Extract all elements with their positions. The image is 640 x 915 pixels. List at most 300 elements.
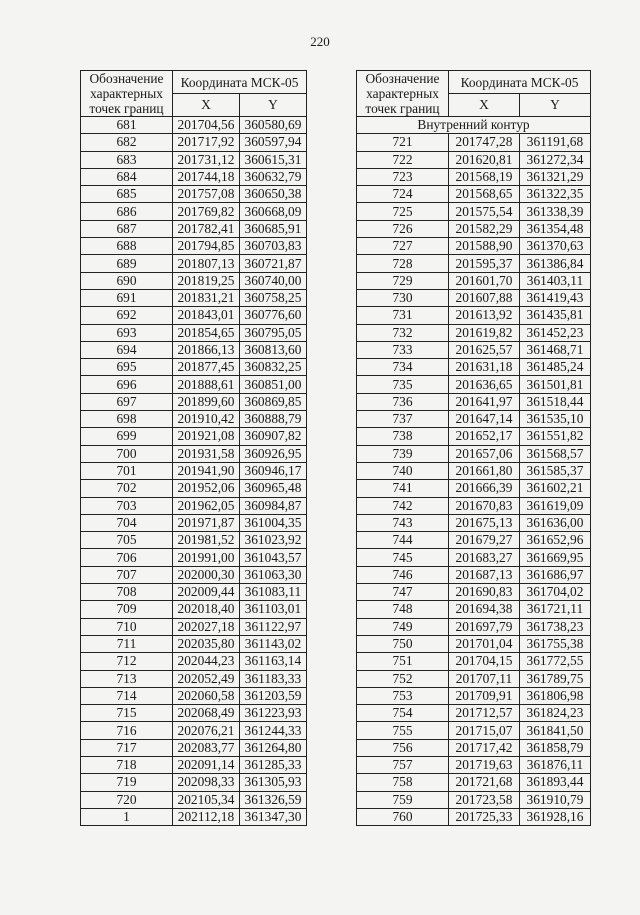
table-row: [357, 220, 591, 237]
point-number: 734: [357, 359, 449, 376]
y-value: 360888,79: [240, 411, 307, 428]
coordinate-header: Координата МСК-05: [449, 71, 591, 94]
table-row: [81, 774, 307, 791]
y-value: 361103,01: [240, 601, 307, 618]
y-value: 361568,57: [520, 445, 591, 462]
table-row: [357, 186, 591, 203]
table-row: [81, 497, 307, 514]
x-value: 201807,13: [173, 255, 240, 272]
point-number: 750: [357, 635, 449, 652]
point-number: 723: [357, 168, 449, 185]
x-value: 201747,28: [449, 134, 520, 151]
y-value: 361772,55: [520, 653, 591, 670]
y-value: 361452,23: [520, 324, 591, 341]
x-value: 202052,49: [173, 670, 240, 687]
y-value: 361669,95: [520, 549, 591, 566]
point-number: 751: [357, 653, 449, 670]
x-value: 201717,42: [449, 739, 520, 756]
point-number: 709: [81, 601, 173, 618]
y-value: 360832,25: [240, 359, 307, 376]
point-number: 746: [357, 566, 449, 583]
y-value: 361435,81: [520, 307, 591, 324]
x-value: 201625,57: [449, 341, 520, 358]
x-value: 201670,83: [449, 497, 520, 514]
y-header: Y: [520, 94, 591, 117]
x-value: 201819,25: [173, 272, 240, 289]
table-body: [81, 117, 307, 826]
point-number: 683: [81, 151, 173, 168]
point-number: 710: [81, 618, 173, 635]
y-value: 360776,60: [240, 307, 307, 324]
x-value: 202112,18: [173, 808, 240, 825]
y-value: 361841,50: [520, 722, 591, 739]
table-row: [357, 462, 591, 479]
x-value: 202076,21: [173, 722, 240, 739]
x-value: 201921,08: [173, 428, 240, 445]
y-value: 360650,38: [240, 186, 307, 203]
point-number: 752: [357, 670, 449, 687]
table-row: [357, 272, 591, 289]
point-number: 694: [81, 341, 173, 358]
x-value: 202035,80: [173, 635, 240, 652]
y-value: 361518,44: [520, 393, 591, 410]
x-value: 201941,90: [173, 462, 240, 479]
x-value: 201725,33: [449, 808, 520, 825]
point-number: 759: [357, 791, 449, 808]
table-row: [81, 514, 307, 531]
y-value: 361619,09: [520, 497, 591, 514]
point-number: 688: [81, 238, 173, 255]
point-number: 722: [357, 151, 449, 168]
point-number: 686: [81, 203, 173, 220]
point-number: 724: [357, 186, 449, 203]
y-value: 361122,97: [240, 618, 307, 635]
point-number: 730: [357, 289, 449, 306]
x-value: 201731,12: [173, 151, 240, 168]
point-number: 756: [357, 739, 449, 756]
table-row: [81, 584, 307, 601]
y-value: 360795,05: [240, 324, 307, 341]
point-number: 720: [81, 791, 173, 808]
table-row: [81, 117, 307, 134]
y-value: 360907,82: [240, 428, 307, 445]
table-row: [357, 722, 591, 739]
point-number: 716: [81, 722, 173, 739]
y-value: 361652,96: [520, 532, 591, 549]
y-value: 361686,97: [520, 566, 591, 583]
y-value: 361806,98: [520, 687, 591, 704]
point-number: 690: [81, 272, 173, 289]
y-value: 361419,43: [520, 289, 591, 306]
table-row: [357, 584, 591, 601]
y-value: 361063,30: [240, 566, 307, 583]
x-value: 202083,77: [173, 739, 240, 756]
table-row: [357, 134, 591, 151]
point-number: 749: [357, 618, 449, 635]
x-value: 201712,57: [449, 705, 520, 722]
table-row: [357, 324, 591, 341]
table-row: [81, 376, 307, 393]
table-row: [81, 635, 307, 652]
x-value: 201619,82: [449, 324, 520, 341]
table-row: [81, 134, 307, 151]
point-number: 719: [81, 774, 173, 791]
point-label-header: Обозначение характерных точек границ: [357, 71, 449, 117]
y-value: 360984,87: [240, 497, 307, 514]
table-row: [357, 445, 591, 462]
table-row: [81, 168, 307, 185]
table-row: [357, 739, 591, 756]
point-number: 731: [357, 307, 449, 324]
y-header: Y: [240, 94, 307, 117]
y-value: 360632,79: [240, 168, 307, 185]
table-row: [357, 168, 591, 185]
table-row: [81, 411, 307, 428]
y-value: 361004,35: [240, 514, 307, 531]
table-row: [81, 186, 307, 203]
y-value: 361721,11: [520, 601, 591, 618]
y-value: 360740,00: [240, 272, 307, 289]
x-value: 201719,63: [449, 756, 520, 773]
x-value: 202009,44: [173, 584, 240, 601]
y-value: 361305,93: [240, 774, 307, 791]
y-value: 360851,00: [240, 376, 307, 393]
point-label-header: Обозначение характерных точек границ: [81, 71, 173, 117]
point-number: 758: [357, 774, 449, 791]
x-value: 201613,92: [449, 307, 520, 324]
x-value: 201769,82: [173, 203, 240, 220]
point-number: 757: [357, 756, 449, 773]
table-row: [81, 618, 307, 635]
table-body: [357, 117, 591, 826]
y-value: 361501,81: [520, 376, 591, 393]
y-value: 361824,23: [520, 705, 591, 722]
point-number: 1: [81, 808, 173, 825]
y-value: 361485,24: [520, 359, 591, 376]
x-value: 201683,27: [449, 549, 520, 566]
table-row: [81, 601, 307, 618]
table-row: [357, 601, 591, 618]
y-value: 361183,33: [240, 670, 307, 687]
point-number: 745: [357, 549, 449, 566]
x-value: 201588,90: [449, 238, 520, 255]
x-value: 201657,06: [449, 445, 520, 462]
point-number: 696: [81, 376, 173, 393]
y-value: 361203,59: [240, 687, 307, 704]
table-row: [81, 687, 307, 704]
point-number: 700: [81, 445, 173, 462]
y-value: 361535,10: [520, 411, 591, 428]
table-row: [357, 532, 591, 549]
table-row: [81, 307, 307, 324]
point-number: 717: [81, 739, 173, 756]
point-number: 685: [81, 186, 173, 203]
point-number: 714: [81, 687, 173, 704]
table-row: [81, 272, 307, 289]
table-row: [81, 220, 307, 237]
point-number: 736: [357, 393, 449, 410]
table-row: [357, 151, 591, 168]
table-row: [357, 255, 591, 272]
point-number: 704: [81, 514, 173, 531]
x-value: 202060,58: [173, 687, 240, 704]
x-value: 202000,30: [173, 566, 240, 583]
point-number: 744: [357, 532, 449, 549]
y-value: 360721,87: [240, 255, 307, 272]
x-value: 201679,27: [449, 532, 520, 549]
y-value: 360615,31: [240, 151, 307, 168]
y-value: 361910,79: [520, 791, 591, 808]
x-value: 201620,81: [449, 151, 520, 168]
table-row: [81, 324, 307, 341]
table-row: [81, 289, 307, 306]
y-value: 361468,71: [520, 341, 591, 358]
table-row: [357, 238, 591, 255]
x-value: 201991,00: [173, 549, 240, 566]
y-value: 361858,79: [520, 739, 591, 756]
x-value: 201675,13: [449, 514, 520, 531]
point-number: 705: [81, 532, 173, 549]
point-number: 760: [357, 808, 449, 825]
table-row: [357, 497, 591, 514]
y-value: 361326,59: [240, 791, 307, 808]
y-value: 360926,95: [240, 445, 307, 462]
x-value: 201899,60: [173, 393, 240, 410]
x-value: 201782,41: [173, 220, 240, 237]
x-value: 201707,11: [449, 670, 520, 687]
x-value: 201744,18: [173, 168, 240, 185]
table-row: [81, 791, 307, 808]
x-value: 202068,49: [173, 705, 240, 722]
table-row: [357, 341, 591, 358]
y-value: 360597,94: [240, 134, 307, 151]
point-number: 684: [81, 168, 173, 185]
point-number: 748: [357, 601, 449, 618]
y-value: 360869,85: [240, 393, 307, 410]
table-row: [357, 653, 591, 670]
x-value: 201877,45: [173, 359, 240, 376]
point-number: 697: [81, 393, 173, 410]
x-header: X: [449, 94, 520, 117]
y-value: 361893,44: [520, 774, 591, 791]
point-number: 713: [81, 670, 173, 687]
point-number: 755: [357, 722, 449, 739]
x-value: 201647,14: [449, 411, 520, 428]
table-row: [81, 393, 307, 410]
y-value: 360685,91: [240, 220, 307, 237]
y-value: 360946,17: [240, 462, 307, 479]
point-number: 691: [81, 289, 173, 306]
point-number: 706: [81, 549, 173, 566]
point-number: 707: [81, 566, 173, 583]
point-number: 747: [357, 584, 449, 601]
table-row: [357, 618, 591, 635]
table-row: [357, 705, 591, 722]
point-number: 743: [357, 514, 449, 531]
x-value: 201952,06: [173, 480, 240, 497]
x-value: 201715,07: [449, 722, 520, 739]
y-value: 361272,34: [520, 151, 591, 168]
table-row: [357, 687, 591, 704]
point-number: 712: [81, 653, 173, 670]
table-row: [357, 428, 591, 445]
y-value: 361755,38: [520, 635, 591, 652]
table-row: [357, 566, 591, 583]
x-value: 201981,52: [173, 532, 240, 549]
table-row: [357, 480, 591, 497]
table-row: [81, 203, 307, 220]
y-value: 361738,23: [520, 618, 591, 635]
point-number: 732: [357, 324, 449, 341]
table-row: [81, 705, 307, 722]
point-number: 718: [81, 756, 173, 773]
x-value: 201568,19: [449, 168, 520, 185]
y-value: 361354,48: [520, 220, 591, 237]
x-value: 201661,80: [449, 462, 520, 479]
point-number: 695: [81, 359, 173, 376]
point-number: 739: [357, 445, 449, 462]
y-value: 361223,93: [240, 705, 307, 722]
table-row: [357, 514, 591, 531]
y-value: 361551,82: [520, 428, 591, 445]
x-value: 201601,70: [449, 272, 520, 289]
x-value: 201831,21: [173, 289, 240, 306]
table-row: [357, 756, 591, 773]
x-value: 201641,97: [449, 393, 520, 410]
point-number: 727: [357, 238, 449, 255]
section-title: Внутренний контур: [357, 117, 591, 134]
x-value: 201652,17: [449, 428, 520, 445]
point-number: 687: [81, 220, 173, 237]
x-value: 201721,68: [449, 774, 520, 791]
point-number: 733: [357, 341, 449, 358]
y-value: 360668,09: [240, 203, 307, 220]
y-value: 361083,11: [240, 584, 307, 601]
y-value: 361043,57: [240, 549, 307, 566]
x-value: 201582,29: [449, 220, 520, 237]
point-number: 715: [81, 705, 173, 722]
table-row: [81, 480, 307, 497]
x-value: 201704,15: [449, 653, 520, 670]
y-value: 361789,75: [520, 670, 591, 687]
y-value: 361322,35: [520, 186, 591, 203]
point-number: 681: [81, 117, 173, 134]
y-value: 361928,16: [520, 808, 591, 825]
x-value: 201717,92: [173, 134, 240, 151]
y-value: 361321,29: [520, 168, 591, 185]
point-number: 708: [81, 584, 173, 601]
x-value: 201794,85: [173, 238, 240, 255]
table-row: [81, 756, 307, 773]
table-row: [81, 359, 307, 376]
table-row: [357, 635, 591, 652]
x-value: 201709,91: [449, 687, 520, 704]
point-number: 754: [357, 705, 449, 722]
x-value: 201697,79: [449, 618, 520, 635]
table-row: [81, 566, 307, 583]
y-value: 361163,14: [240, 653, 307, 670]
y-value: 360703,83: [240, 238, 307, 255]
y-value: 361704,02: [520, 584, 591, 601]
x-value: 202105,34: [173, 791, 240, 808]
x-value: 201854,65: [173, 324, 240, 341]
y-value: 361602,21: [520, 480, 591, 497]
table-row: [81, 462, 307, 479]
table-row: [357, 774, 591, 791]
x-value: 202027,18: [173, 618, 240, 635]
y-value: 361143,02: [240, 635, 307, 652]
x-value: 201910,42: [173, 411, 240, 428]
coordinates-table-left: [80, 70, 307, 826]
y-value: 361370,63: [520, 238, 591, 255]
point-number: 729: [357, 272, 449, 289]
y-value: 361338,39: [520, 203, 591, 220]
table-row: [357, 376, 591, 393]
x-value: 201595,37: [449, 255, 520, 272]
point-number: 738: [357, 428, 449, 445]
table-row: [81, 341, 307, 358]
point-number: 740: [357, 462, 449, 479]
x-header: X: [173, 94, 240, 117]
x-value: 201607,88: [449, 289, 520, 306]
table-row: [357, 393, 591, 410]
section-title-row: [357, 117, 591, 134]
y-value: 361636,00: [520, 514, 591, 531]
point-number: 699: [81, 428, 173, 445]
y-value: 361403,11: [520, 272, 591, 289]
coordinate-header: Координата МСК-05: [173, 71, 307, 94]
x-value: 202091,14: [173, 756, 240, 773]
table-row: [357, 307, 591, 324]
x-value: 201687,13: [449, 566, 520, 583]
table-row: [357, 670, 591, 687]
point-number: 726: [357, 220, 449, 237]
table-row: [357, 808, 591, 825]
y-value: 361191,68: [520, 134, 591, 151]
x-value: 201971,87: [173, 514, 240, 531]
table-row: [81, 808, 307, 825]
point-number: 693: [81, 324, 173, 341]
table-row: [81, 238, 307, 255]
x-value: 201843,01: [173, 307, 240, 324]
point-number: 698: [81, 411, 173, 428]
point-number: 703: [81, 497, 173, 514]
table-row: [81, 653, 307, 670]
table-row: [81, 722, 307, 739]
x-value: 201636,65: [449, 376, 520, 393]
y-value: 361347,30: [240, 808, 307, 825]
y-value: 360965,48: [240, 480, 307, 497]
point-number: 682: [81, 134, 173, 151]
table-row: [81, 532, 307, 549]
point-number: 728: [357, 255, 449, 272]
x-value: 201723,58: [449, 791, 520, 808]
table-row: [357, 791, 591, 808]
point-number: 692: [81, 307, 173, 324]
table-row: [81, 151, 307, 168]
x-value: 202098,33: [173, 774, 240, 791]
table-row: [357, 203, 591, 220]
table-row: [81, 255, 307, 272]
x-value: 201694,38: [449, 601, 520, 618]
y-value: 361264,80: [240, 739, 307, 756]
table-row: [81, 670, 307, 687]
table-row: [81, 445, 307, 462]
table-row: [357, 289, 591, 306]
point-number: 701: [81, 462, 173, 479]
y-value: 361876,11: [520, 756, 591, 773]
table-row: [357, 359, 591, 376]
